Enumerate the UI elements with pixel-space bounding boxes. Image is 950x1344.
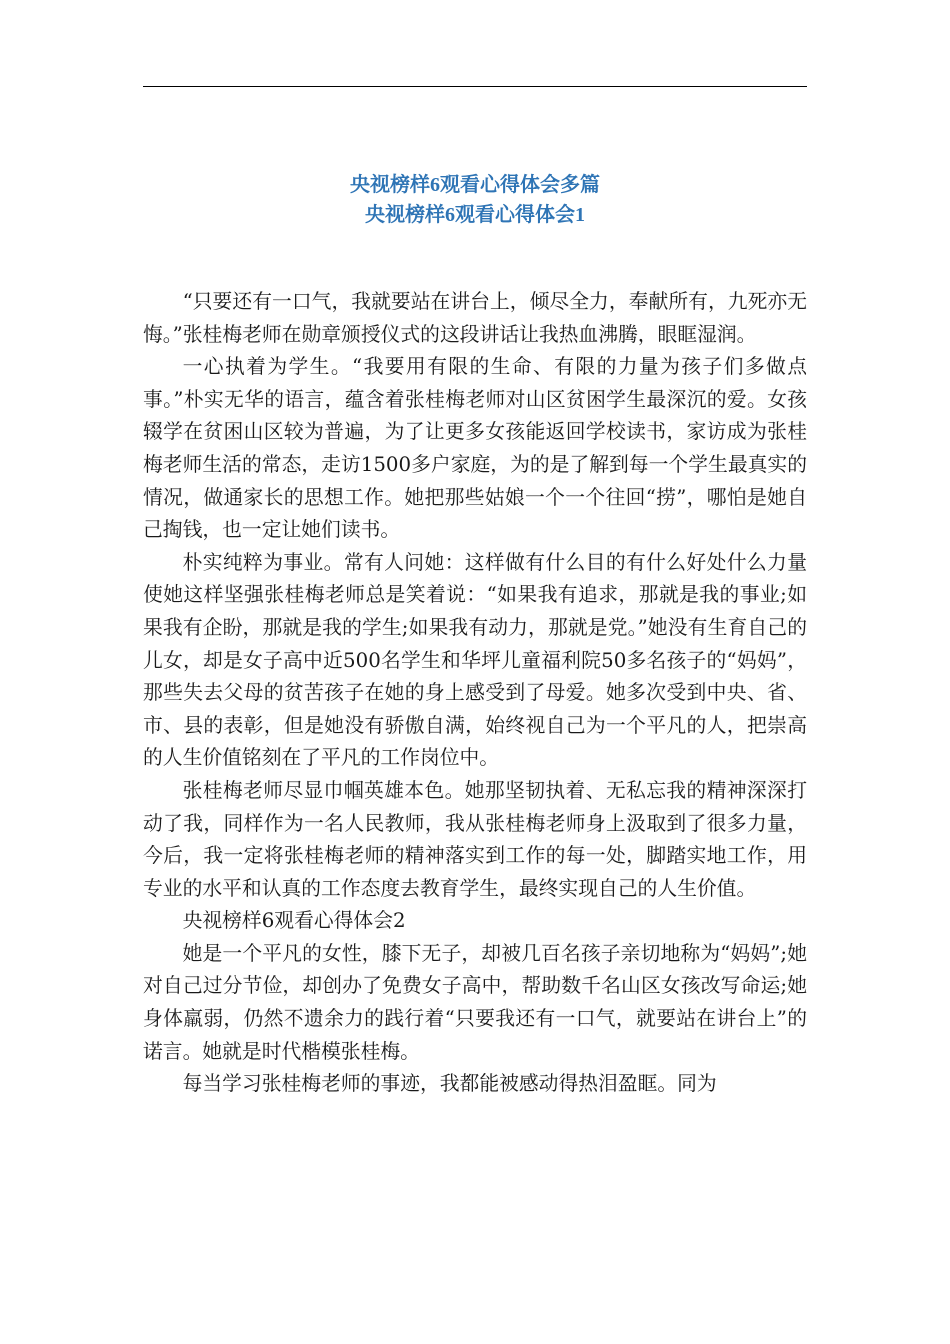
paragraph: 每当学习张桂梅老师的事迹，我都能被感动得热泪盈眶。同为 (182, 1072, 717, 1096)
paragraph: “只要还有一口气，我就要站在讲台上，倾尽全力，奉献所有，九死亦无悔。”张桂梅老师在勋章颁授仪式的这段讲话让我热血沸腾，眼眶湿润。 (143, 290, 807, 346)
header-rule (143, 86, 807, 87)
paragraph: 她是一个平凡的女性，膝下无子，却被几百名孩子亲切地称为“妈妈”;她对自己过分节俭，却创办了免费女子高中，帮助数千名山区女孩改写命运;她身体羸弱，仍然不遗余力的践行着“只要我还有一口气，就要站在讲台上”的诺言。她就是时代楷模张桂梅。 (143, 941, 807, 1063)
document-body (143, 286, 807, 1101)
document-subtitle: 央视榜样6观看心得体会1 (365, 204, 585, 226)
paragraph: 一心执着为学生。“我要用有限的生命、有限的力量为孩子们多做点事。”朴实无华的语言，蕴含着张桂梅老师对山区贫困学生最深沉的爱。女孩辍学在贫困山区较为普遍，为了让更多女孩能返回学校读书，家访成为张桂梅老师生活的常态，走访1500多户家庭，为的是了解到每一个学生最真实的情况，做通家长的思想工作。她把那些姑娘一个一个往回“捞”，哪怕是她自己掏钱，也一定让她们读书。 (143, 355, 807, 542)
section-heading: 央视榜样6观看心得体会2 (182, 909, 406, 933)
paragraph: 朴实纯粹为事业。常有人问她：这样做有什么目的有什么好处什么力量使她这样坚强张桂梅老师总是笑着说：“如果我有追求，那就是我的事业;如果我有企盼，那就是我的学生;如果我有动力，那就是党。”她没有生育自己的儿女，却是女子高中近500名学生和华坪儿童福利院50多名孩子的“妈妈”，那些失去父母的贫苦孩子在她的身上感受到了母爱。她多次受到中央、省、市、县的表彰，但是她没有骄傲自满，始终视自己为一个平凡的人，把崇高的人生价值铭刻在了平凡的工作岗位中。 (143, 550, 807, 770)
document-title: 央视榜样6观看心得体会多篇 (350, 174, 600, 196)
paragraph: 张桂梅老师尽显巾帼英雄本色。她那坚韧执着、无私忘我的精神深深打动了我，同样作为一名人民教师，我从张桂梅老师身上汲取到了很多力量，今后，我一定将张桂梅老师的精神落实到工作的每一处，脚踏实地工作，用专业的水平和认真的工作态度去教育学生，最终实现自己的人生价值。 (143, 778, 807, 900)
title-block (143, 170, 807, 230)
